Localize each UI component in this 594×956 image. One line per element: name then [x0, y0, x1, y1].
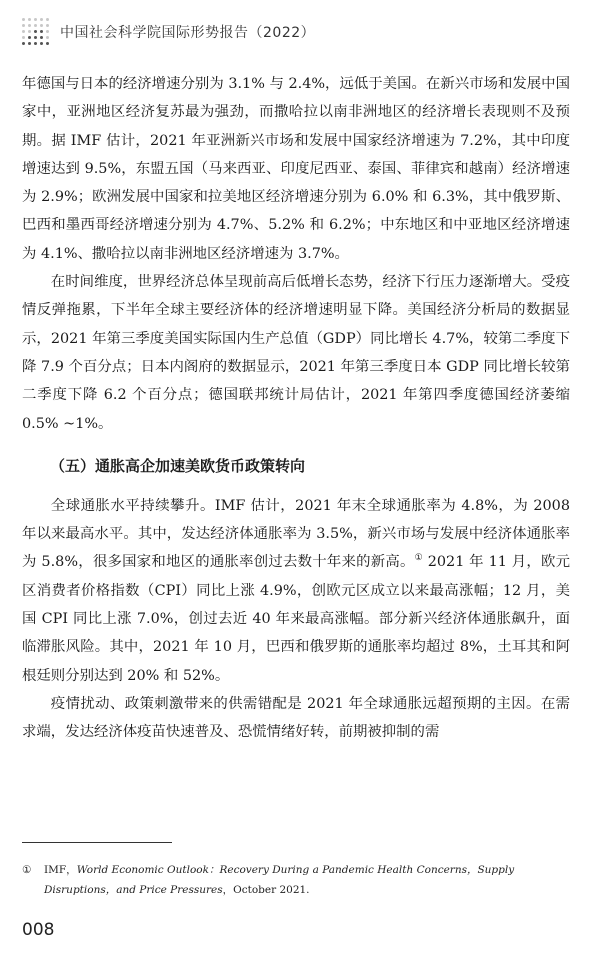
- page-body: [22, 70, 570, 747]
- footnote: [22, 860, 564, 900]
- header-title: 中国社会科学院国际形势报告（2022）: [60, 25, 316, 41]
- footnote-tail: ，October 2021.: [222, 884, 310, 896]
- running-header: [22, 16, 582, 56]
- header-dots-ornament-icon: [22, 18, 50, 46]
- footnote-reference-mark[interactable]: ①: [414, 553, 423, 564]
- section-heading: （五）通胀高企加速美欧货币政策转向: [50, 456, 306, 475]
- footnote-divider: [22, 842, 172, 843]
- footnote-lead: IMF，: [44, 864, 77, 876]
- footnote-source-title: World Economic Outlook：Recovery During a Pandemic Health Concerns，Supply Disruptions，and Price Pressures: [44, 864, 515, 896]
- paragraph-supply-demand: 疫情扰动、政策刺激带来的供需错配是 2021 年全球通胀远超预期的主因。在需求端，发达经济体疫苗快速普及、恐慌情绪好转，前期被抑制的需: [22, 695, 570, 741]
- paragraph-inflation: [22, 492, 570, 690]
- footnote-number: ①: [22, 864, 32, 876]
- paragraph-continued: 年德国与日本的经济增速分别为 3.1% 与 2.4%，远低于美国。在新兴市场和发展中国家中，亚洲地区经济复苏最为强劲，而撒哈拉以南非洲地区的经济增长表现则不及预期。据 IMF 估计，2021 年亚洲新兴市场和发展中国家经济增速为 7.2%，其中印度增速达到 9.5%，东盟五国（马来西亚、印度尼西亚、泰国、菲律宾和越南）经济增速为 2.9%；欧洲发展中国家和拉美地区经济增速分别为 6.0% 和 6.3%，其中俄罗斯、巴西和墨西哥经济增速分别为 4.7%、5.2% 和 6.2%；中东地区和中亚地区经济增速为 4.1%、撒哈拉以南非洲地区经济增速为 3.7%。: [22, 76, 570, 262]
- paragraph-inflation-part-a: 全球通胀水平持续攀升。IMF 估计，2021 年末全球通胀率为 4.8%，为 2008 年以来最高水平。其中，发达经济体通胀率为 3.5%，新兴市场与发展中经济体通胀率为 5.8%，很多国家和地区的通胀率创过去数十年来的新高。: [22, 497, 570, 571]
- page-number: 008: [22, 920, 55, 940]
- paragraph-inflation-part-b: 2021 年 11 月，欧元区消费者价格指数（CPI）同比上涨 4.9%，创欧元区成立以来最高涨幅；12 月，美国 CPI 同比上涨 7.0%，创过去近 40 年来最高涨幅。部分新兴经济体通胀飙升，面临滞胀风险。其中，2021 年 10 月，巴西和俄罗斯的通胀率均超过 8%，土耳其和阿根廷则分别达到 20% 和 52%。: [22, 554, 571, 684]
- paragraph-time-dimension: 在时间维度，世界经济总体呈现前高后低增长态势，经济下行压力逐渐增大。受疫情反弹拖累，下半年全球主要经济体的经济增速明显下降。美国经济分析局的数据显示，2021 年第三季度美国实际国内生产总值（GDP）同比增长 4.7%，较第二季度下降 7.9 个百分点；日本内阁府的数据显示，2021 年第三季度日本 GDP 同比增长较第二季度下降 6.2 个百分点；德国联邦统计局估计，2021 年第四季度德国经济萎缩 0.5% ~1%。: [22, 274, 570, 432]
